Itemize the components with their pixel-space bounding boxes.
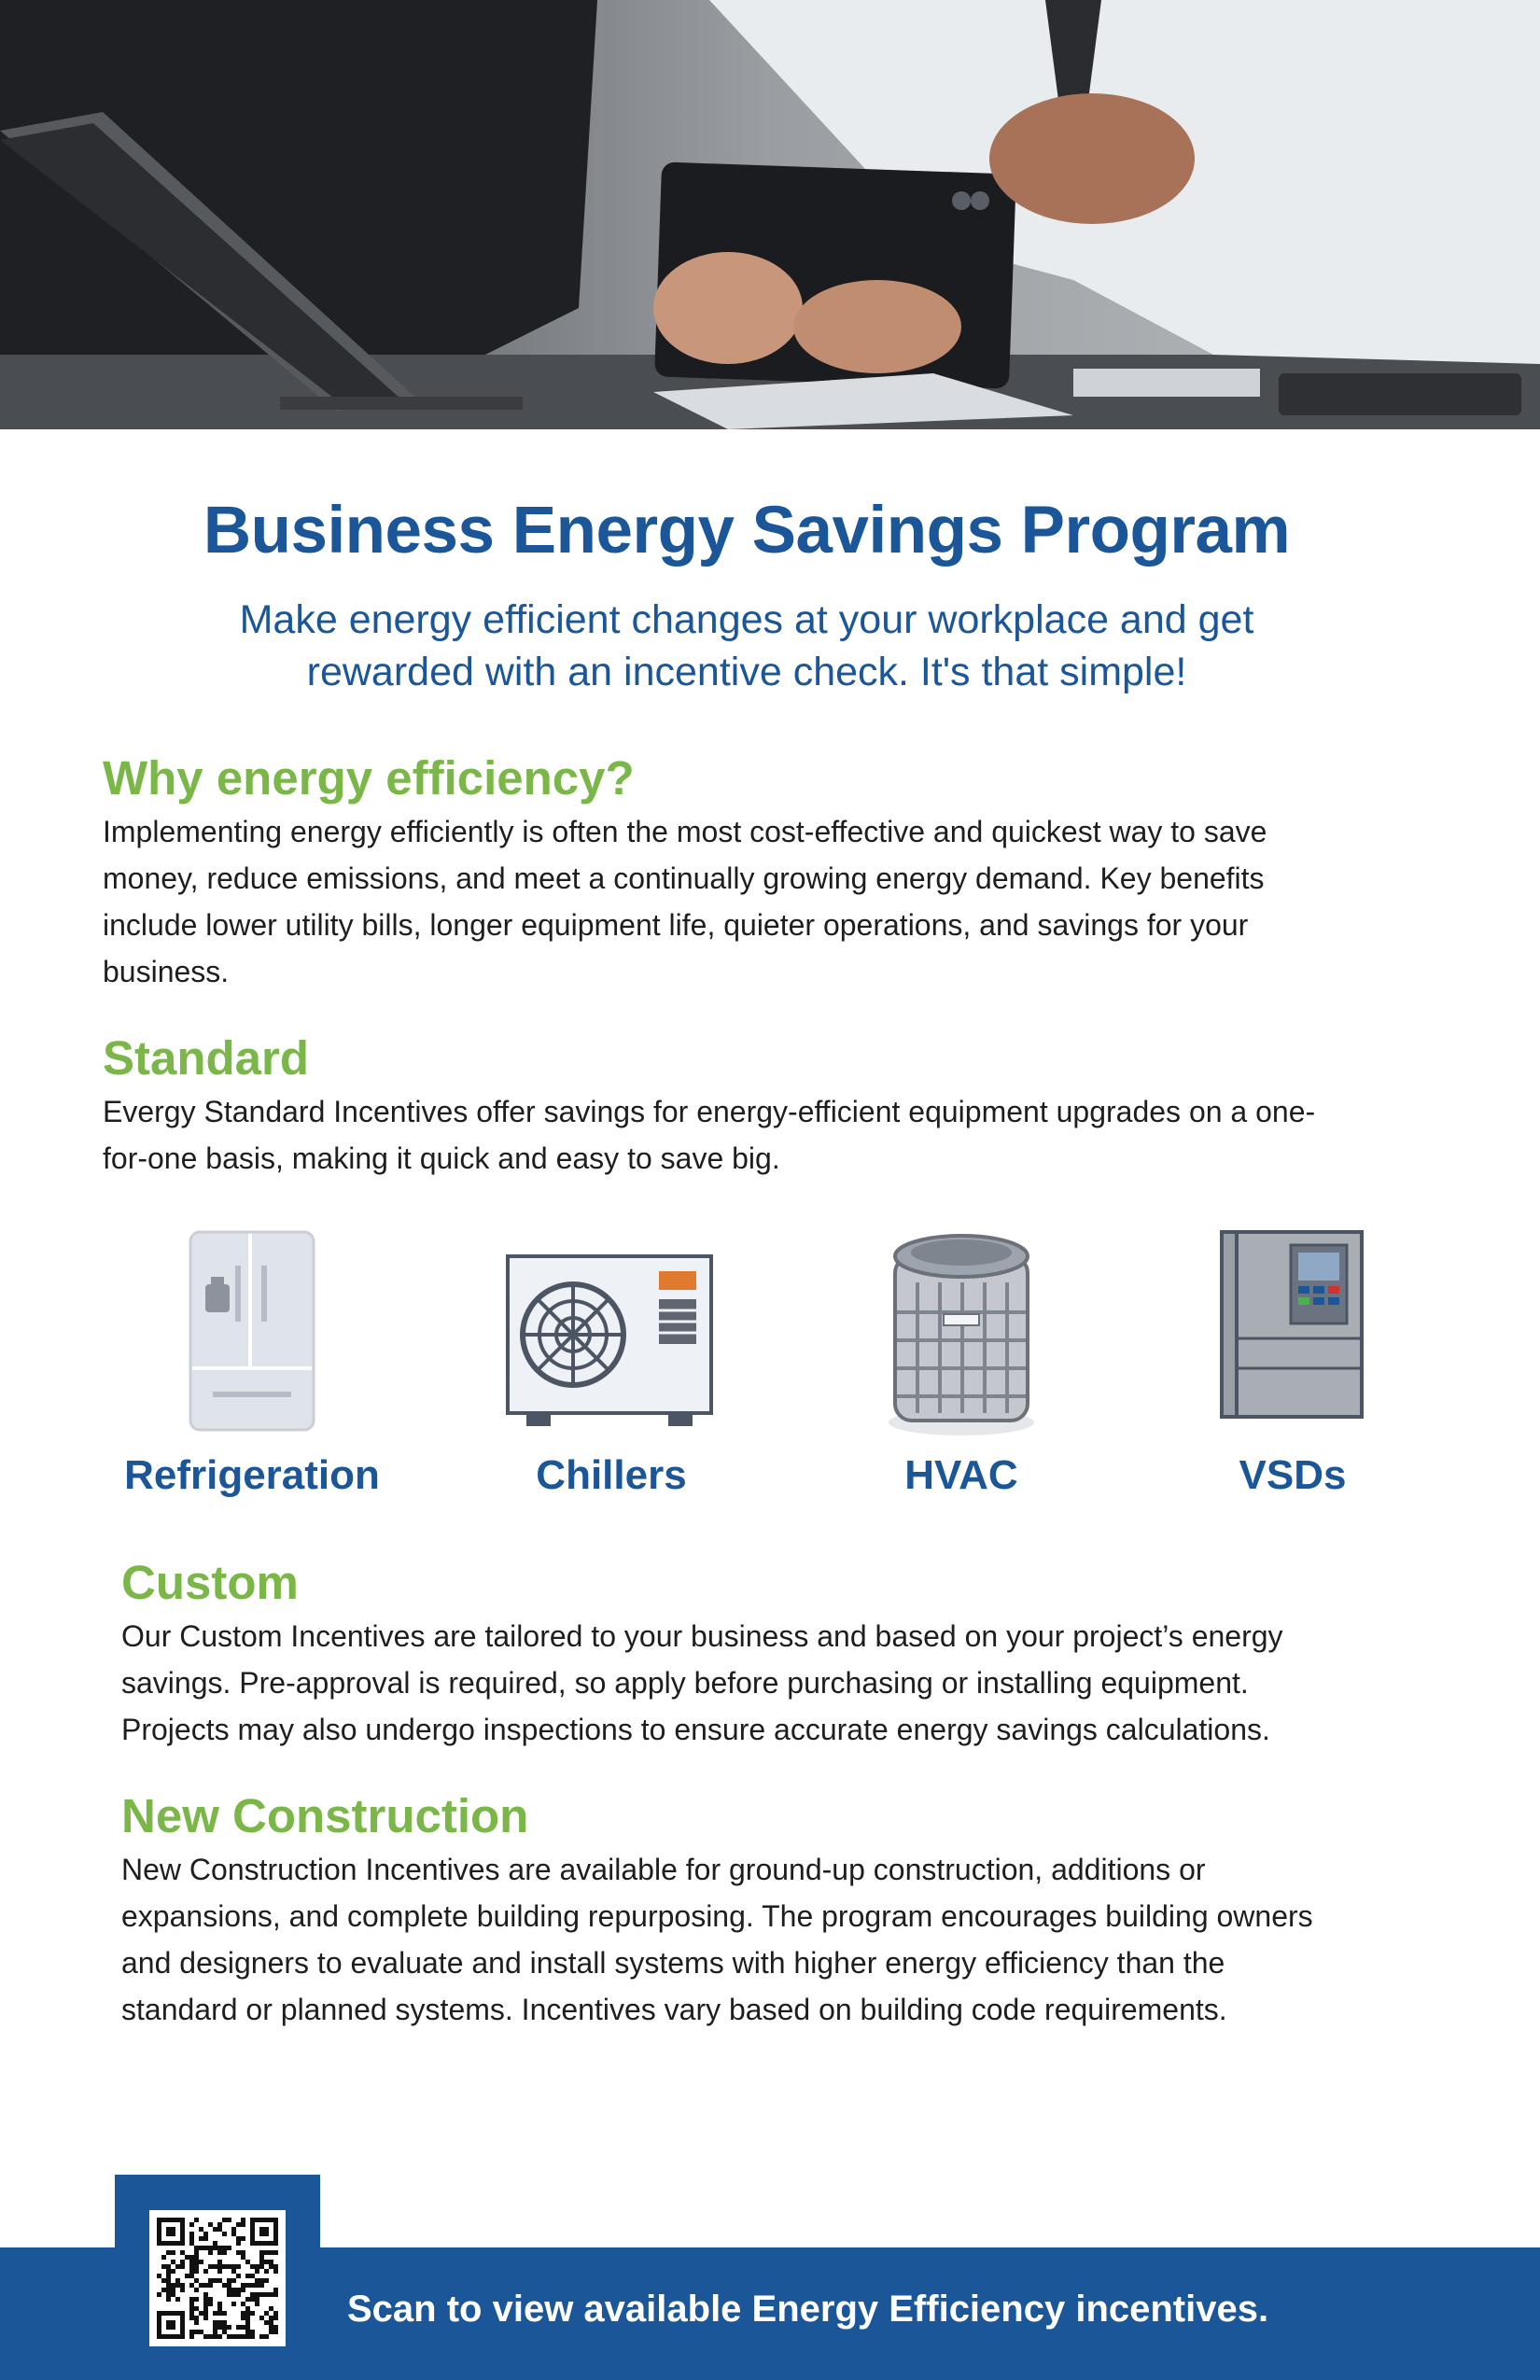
qr-module	[199, 2246, 203, 2250]
qr-module	[213, 2246, 217, 2250]
text-line: Evergy Standard Incentives offer savings for energy-efficient equipment upgrades on a one-	[103, 1095, 1316, 1128]
qr-module	[208, 2264, 213, 2269]
qr-module	[236, 2241, 241, 2246]
qr-module	[245, 2325, 250, 2330]
equipment-hvac	[812, 1228, 1111, 1518]
qr-module	[217, 2246, 222, 2250]
qr-module	[161, 2278, 166, 2283]
qr-module	[273, 2250, 278, 2255]
qr-module	[213, 2278, 217, 2283]
qr-module	[273, 2264, 278, 2269]
qr-module	[273, 2311, 278, 2316]
qr-module	[231, 2227, 236, 2232]
qr-module	[245, 2274, 250, 2278]
qr-module	[203, 2334, 208, 2339]
qr-module	[245, 2316, 250, 2320]
qr-module	[217, 2227, 222, 2232]
qr-module	[189, 2283, 194, 2288]
qr-module	[241, 2218, 245, 2222]
qr-module	[217, 2302, 222, 2306]
qr-module	[264, 2292, 269, 2297]
qr-module	[264, 2320, 269, 2325]
qr-module	[199, 2260, 203, 2264]
qr-module	[189, 2311, 194, 2316]
qr-module	[259, 2255, 264, 2260]
qr-module	[180, 2250, 185, 2255]
qr-module	[241, 2302, 245, 2306]
subtitle-line: rewarded with an incentive check. It's that simple!	[306, 650, 1187, 694]
qr-module	[213, 2320, 217, 2325]
qr-module	[208, 2302, 213, 2306]
qr-module	[222, 2330, 227, 2334]
qr-module	[213, 2334, 217, 2339]
qr-module	[259, 2316, 264, 2320]
qr-module	[269, 2292, 273, 2297]
qr-module	[245, 2311, 250, 2316]
qr-module	[213, 2227, 217, 2232]
qr-module	[213, 2325, 217, 2330]
qr-module	[217, 2320, 222, 2325]
qr-module	[175, 2297, 180, 2302]
qr-module	[189, 2222, 194, 2227]
text-line: Projects may also undergo inspections to ensure accurate energy savings calculations.	[121, 1713, 1270, 1746]
qr-module	[208, 2278, 213, 2283]
qr-module	[227, 2292, 231, 2297]
qr-module	[157, 2274, 161, 2278]
qr-module	[259, 2292, 264, 2297]
qr-module	[189, 2264, 194, 2269]
section-heading-custom: Custom	[121, 1556, 299, 1609]
qr-module	[259, 2334, 264, 2339]
qr-module	[194, 2264, 199, 2269]
qr-module	[231, 2278, 236, 2283]
qr-module	[245, 2297, 250, 2302]
equipment-label: Chillers	[536, 1452, 687, 1498]
qr-module	[269, 2250, 273, 2255]
qr-module	[227, 2246, 231, 2250]
qr-module	[217, 2269, 222, 2274]
qr-module	[245, 2306, 250, 2311]
qr-module	[166, 2278, 171, 2283]
qr-module	[259, 2264, 264, 2269]
qr-module	[250, 2283, 255, 2288]
qr-module	[245, 2330, 250, 2334]
qr-module	[241, 2283, 245, 2288]
qr-module	[231, 2292, 236, 2297]
qr-module	[264, 2311, 269, 2316]
qr-module	[217, 2264, 222, 2269]
qr-module	[227, 2278, 231, 2283]
qr-module	[180, 2283, 185, 2288]
qr-module	[157, 2292, 161, 2297]
qr-module	[245, 2320, 250, 2325]
qr-module	[217, 2325, 222, 2330]
qr-module	[203, 2311, 208, 2316]
qr-module	[217, 2311, 222, 2316]
qr-module	[189, 2302, 194, 2306]
qr-module	[203, 2302, 208, 2306]
qr-module	[259, 2278, 264, 2283]
qr-module	[227, 2283, 231, 2288]
qr-module	[194, 2255, 199, 2260]
text-line: New Construction Incentives are available for ground-up construction, additions or	[121, 1853, 1206, 1886]
qr-module	[269, 2320, 273, 2325]
qr-module	[194, 2250, 199, 2255]
qr-module	[161, 2255, 166, 2260]
text-line: Implementing energy efficiently is often the most cost-effective and quickest way to save	[103, 815, 1267, 848]
qr-module	[273, 2269, 278, 2274]
qr-module	[171, 2288, 175, 2292]
qr-module	[250, 2311, 255, 2316]
qr-module	[203, 2246, 208, 2250]
qr-module	[194, 2306, 199, 2311]
qr-module	[236, 2264, 241, 2269]
qr-module	[222, 2246, 227, 2250]
qr-module	[236, 2222, 241, 2227]
qr-module	[236, 2274, 241, 2278]
page-subtitle	[140, 594, 1353, 698]
qr-module	[241, 2316, 245, 2320]
section-heading-why: Why energy efficiency?	[103, 751, 635, 805]
qr-module	[199, 2236, 203, 2241]
qr-module	[213, 2330, 217, 2334]
qr-module	[231, 2232, 236, 2236]
qr-module	[208, 2250, 213, 2255]
qr-module	[241, 2255, 245, 2260]
qr-module	[245, 2334, 250, 2339]
qr-module	[259, 2260, 264, 2264]
qr-module	[269, 2330, 273, 2334]
hvac-unit-icon	[882, 1228, 1041, 1443]
qr-module	[189, 2306, 194, 2311]
qr-module	[166, 2288, 171, 2292]
qr-module	[264, 2269, 269, 2274]
qr-module	[236, 2236, 241, 2241]
text-line: and designers to evaluate and install systems with higher energy efficiency than the	[121, 1946, 1225, 1980]
qr-module	[222, 2218, 227, 2222]
qr-module	[166, 2274, 171, 2278]
qr-module	[185, 2255, 189, 2260]
qr-module	[171, 2250, 175, 2255]
qr-module	[241, 2311, 245, 2316]
qr-module	[222, 2264, 227, 2269]
qr-module	[250, 2334, 255, 2339]
equipment-chillers	[462, 1228, 761, 1518]
qr-module	[161, 2264, 166, 2269]
qr-module	[189, 2274, 194, 2278]
text-line: for-one basis, making it quick and easy to save big.	[103, 1141, 780, 1175]
qr-module	[259, 2250, 264, 2255]
refrigerator-icon	[187, 1228, 317, 1434]
business-meeting-photo	[0, 0, 1540, 429]
section-text-why	[103, 808, 1456, 995]
qr-module	[180, 2288, 185, 2292]
qr-module	[264, 2250, 269, 2255]
qr-module	[185, 2274, 189, 2278]
qr-module	[231, 2288, 236, 2292]
qr-module	[194, 2316, 199, 2320]
qr-module	[231, 2334, 236, 2339]
qr-module	[222, 2311, 227, 2316]
qr-module	[250, 2297, 255, 2302]
qr-module	[217, 2260, 222, 2264]
qr-module	[189, 2241, 194, 2246]
qr-module	[175, 2264, 180, 2269]
qr-module	[227, 2288, 231, 2292]
qr-module	[203, 2283, 208, 2288]
qr-module	[194, 2278, 199, 2283]
qr-module	[213, 2264, 217, 2269]
qr-module	[217, 2306, 222, 2311]
qr-module	[250, 2274, 255, 2278]
qr-module	[273, 2316, 278, 2320]
qr-module	[250, 2292, 255, 2297]
text-line: standard or planned systems. Incentives vary based on building code requirements.	[121, 1993, 1227, 2026]
qr-module	[273, 2330, 278, 2334]
qr-module	[194, 2269, 199, 2274]
qr-module	[166, 2250, 171, 2255]
hero-photo	[0, 0, 1540, 429]
qr-module	[208, 2283, 213, 2288]
qr-module	[236, 2288, 241, 2292]
qr-module	[189, 2232, 194, 2236]
qr-module	[180, 2260, 185, 2264]
qr-module	[269, 2325, 273, 2330]
qr-module	[203, 2292, 208, 2297]
qr-module	[255, 2269, 259, 2274]
qr-module	[166, 2269, 171, 2274]
qr-module	[203, 2269, 208, 2274]
qr-module	[255, 2283, 259, 2288]
qr-module	[264, 2334, 269, 2339]
vsd-drive-icon	[1218, 1228, 1367, 1424]
qr-module	[213, 2311, 217, 2316]
qr-module	[166, 2283, 171, 2288]
qr-module	[199, 2227, 203, 2232]
qr-module	[264, 2260, 269, 2264]
qr-module	[189, 2330, 194, 2334]
qr-module	[189, 2269, 194, 2274]
qr-module	[189, 2334, 194, 2339]
qr-module	[199, 2283, 203, 2288]
qr-module	[222, 2283, 227, 2288]
qr-module	[161, 2288, 166, 2292]
qr-module	[241, 2222, 245, 2227]
page-title: Business Energy Savings Program	[203, 494, 1291, 567]
qr-module	[203, 2232, 208, 2236]
qr-module	[175, 2278, 180, 2283]
footer-cta: Scan to view available Energy Efficiency incentives.	[347, 2289, 1269, 2330]
qr-module	[208, 2222, 213, 2227]
qr-module	[189, 2260, 194, 2264]
qr-module	[231, 2269, 236, 2274]
text-line: savings. Pre-approval is required, so apply before purchasing or installing equipment.	[121, 1666, 1249, 1700]
qr-module	[236, 2334, 241, 2339]
qr-module	[189, 2316, 194, 2320]
qr-module	[208, 2334, 213, 2339]
qr-module	[227, 2325, 231, 2330]
qr-module	[245, 2260, 250, 2264]
qr-module	[217, 2278, 222, 2283]
section-text-new-construction	[121, 1846, 1465, 2033]
qr-module	[264, 2278, 269, 2283]
qr-module	[189, 2236, 194, 2241]
qr-module	[236, 2325, 241, 2330]
qr-module	[203, 2306, 208, 2311]
qr-module	[189, 2297, 194, 2302]
qr-module	[189, 2255, 194, 2260]
text-line: include lower utility bills, longer equipment life, quieter operations, and savings for your	[103, 908, 1249, 942]
chiller-icon	[504, 1228, 719, 1434]
qr-module	[241, 2325, 245, 2330]
qr-module	[171, 2269, 175, 2274]
qr-module	[273, 2288, 278, 2292]
text-line: expansions, and complete building repurposing. The program encourages building owners	[121, 1899, 1313, 1933]
qr-module	[250, 2264, 255, 2269]
qr-module	[241, 2250, 245, 2255]
qr-module	[213, 2241, 217, 2246]
section-text-standard	[103, 1088, 1465, 1182]
equipment-vsds	[1143, 1228, 1442, 1518]
equipment-refrigeration	[103, 1228, 401, 1518]
qr-module	[269, 2306, 273, 2311]
qr-code[interactable]	[149, 2210, 286, 2346]
qr-module	[222, 2320, 227, 2325]
qr-module	[255, 2297, 259, 2302]
qr-module	[245, 2283, 250, 2288]
qr-module	[171, 2292, 175, 2297]
subtitle-line: Make energy efficient changes at your workplace and get	[239, 597, 1254, 642]
qr-module	[194, 2320, 199, 2325]
qr-module	[203, 2316, 208, 2320]
qr-module	[227, 2218, 231, 2222]
qr-module	[250, 2330, 255, 2334]
qr-module	[241, 2288, 245, 2292]
qr-module	[222, 2232, 227, 2236]
qr-module	[236, 2250, 241, 2255]
qr-module	[208, 2246, 213, 2250]
qr-module	[273, 2325, 278, 2330]
equipment-label: Refrigeration	[124, 1452, 380, 1498]
qr-module	[194, 2246, 199, 2250]
qr-module	[231, 2264, 236, 2269]
qr-module	[269, 2260, 273, 2264]
qr-module	[217, 2250, 222, 2255]
section-heading-standard: Standard	[103, 1031, 310, 1085]
qr-module	[222, 2250, 227, 2255]
qr-module	[194, 2288, 199, 2292]
equipment-label: HVAC	[904, 1452, 1018, 1498]
qr-module	[166, 2292, 171, 2297]
qr-module	[171, 2283, 175, 2288]
qr-module	[175, 2283, 180, 2288]
section-text-custom	[121, 1613, 1465, 1753]
qr-module	[194, 2330, 199, 2334]
qr-module	[166, 2264, 171, 2269]
qr-module	[194, 2297, 199, 2302]
qr-module	[259, 2283, 264, 2288]
qr-module	[255, 2278, 259, 2283]
qr-module	[236, 2292, 241, 2297]
qr-module	[255, 2264, 259, 2269]
qr-module	[203, 2236, 208, 2241]
qr-module	[241, 2236, 245, 2241]
qr-module	[231, 2302, 236, 2306]
qr-module	[255, 2292, 259, 2297]
qr-module	[199, 2330, 203, 2334]
qr-module	[171, 2260, 175, 2264]
text-line: business.	[103, 955, 230, 988]
qr-module	[255, 2302, 259, 2306]
section-heading-new-construction: New Construction	[121, 1789, 529, 1842]
qr-module	[166, 2297, 171, 2302]
text-line: Our Custom Incentives are tailored to your business and based on your project’s energy	[121, 1619, 1283, 1653]
equipment-label: VSDs	[1239, 1452, 1347, 1498]
qr-module	[227, 2264, 231, 2269]
qr-module	[222, 2325, 227, 2330]
qr-module	[208, 2297, 213, 2302]
qr-module	[217, 2222, 222, 2227]
qr-module	[273, 2292, 278, 2297]
qr-module	[199, 2311, 203, 2316]
qr-module	[203, 2297, 208, 2302]
qr-module	[194, 2260, 199, 2264]
qr-module	[217, 2334, 222, 2339]
text-line: money, reduce emissions, and meet a continually growing energy demand. Key benefits	[103, 861, 1265, 895]
qr-code-icon	[157, 2218, 278, 2339]
qr-module	[180, 2264, 185, 2269]
qr-module	[269, 2264, 273, 2269]
qr-module	[227, 2334, 231, 2339]
qr-module	[241, 2334, 245, 2339]
qr-module	[269, 2316, 273, 2320]
qr-module	[194, 2218, 199, 2222]
